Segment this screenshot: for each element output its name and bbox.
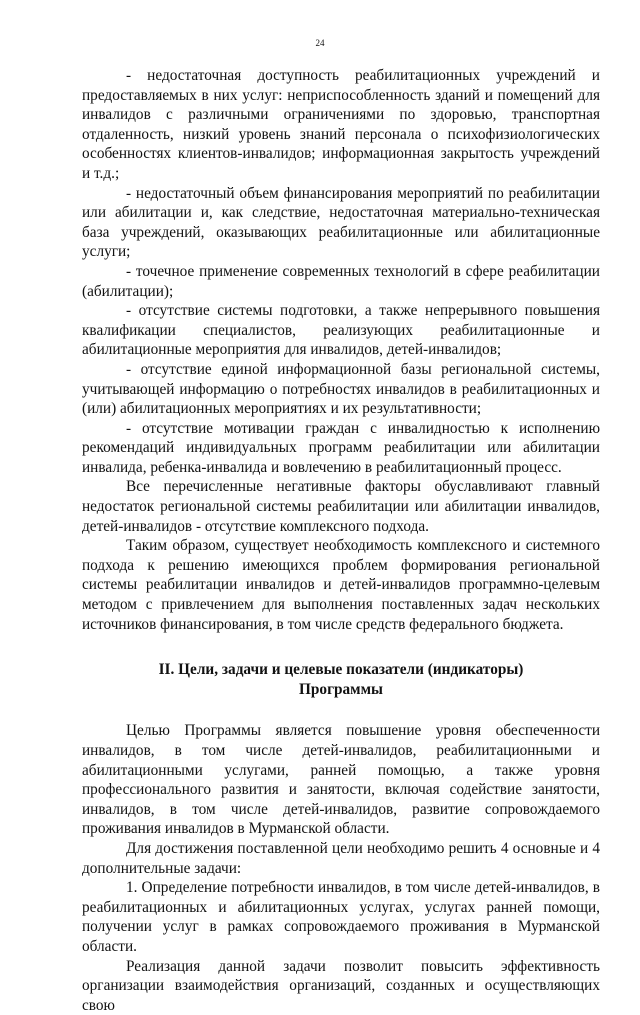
section-heading	[82, 660, 600, 699]
list-item-information-base: - отсутствие единой информационной базы региональной системы, учитывающей информацию о потребностях инвалидов в реабилитационных и (или) абилитационных мероприятиях и их результативности;	[82, 360, 600, 418]
paragraph-summary: Все перечисленные негативные факторы обуславливают главный недостаток региональной системы реабилитации или абилитации инвалидов, детей-инвалидов - отсутствие комплексного подхода.	[82, 478, 600, 535]
section-heading-line1: II. Цели, задачи и целевые показатели (индикаторы)	[158, 661, 524, 679]
list-item-accessibility: - недостаточная доступность реабилитационных учреждений и предоставляемых в них услуг: неприспособленность зданий и помещений для инвалидов с различными ограничениями по здоровью, транспортная отдаленность, низкий уровень знаний персонала о психофизиологических особенностях клиентов-инвалидов; информационная закрытость учреждений и т.д.;	[82, 67, 600, 182]
paragraph-conclusion: Таким образом, существует необходимость комплексного и системного подхода к решению имеющихся проблем формирования региональной системы реабилитации инвалидов и детей-инвалидов программно-целевым методом с привлечением для выполнения поставленных задач нескольких источников финансирования, в том числе средств федерального бюджета.	[82, 537, 600, 633]
document-body	[82, 66, 600, 1015]
list-item-motivation: - отсутствие мотивации граждан с инвалидностью к исполнению рекомендаций индивидуальных программ реабилитации или абилитации инвалида, ребенка-инвалида и вовлечению в реабилитационный процесс.	[82, 419, 600, 476]
paragraph-program-goal: Целью Программы является повышение уровня обеспеченности инвалидов, в том числе детей-инвалидов, реабилитационными и абилитационными услугами, ранней помощью, а также уровня профессионального развития и занятости, включая содействие занятости, инвалидов, в том числе детей-инвалидов, развитие сопровождаемого проживания инвалидов в Мурманской области.	[82, 722, 600, 838]
list-item-financing: - недостаточный объем финансирования мероприятий по реабилитации или абилитации и, как следствие, недостаточная материально-техническая база учреждений, оказывающих реабилитационные или абилитационные услуги;	[82, 184, 600, 261]
list-item-training: - отсутствие системы подготовки, а также непрерывного повышения квалификации специалистов, реализующих реабилитационные и абилитационные мероприятия для инвалидов, детей-инвалидов;	[82, 302, 600, 359]
paragraph-task-1-result: Реализация данной задачи позволит повысить эффективность организации взаимодействия организаций, созданных и осуществляющих свою	[82, 957, 600, 1014]
page-number: 24	[315, 38, 325, 48]
paragraph-task-1: 1. Определение потребности инвалидов, в том числе детей-инвалидов, в реабилитационных и абилитационных услугах, услугах ранней помощи, получении услуг в рамках сопровождаемого проживания в Мурманской области.	[82, 879, 600, 955]
section-heading-line2: Программы	[299, 680, 383, 698]
paragraph-tasks-intro: Для достижения поставленной цели необходимо решить 4 основные и 4 дополнительные задачи:	[82, 839, 600, 877]
list-item-technologies: - точечное применение современных технологий в сфере реабилитации (абилитации);	[82, 262, 600, 300]
